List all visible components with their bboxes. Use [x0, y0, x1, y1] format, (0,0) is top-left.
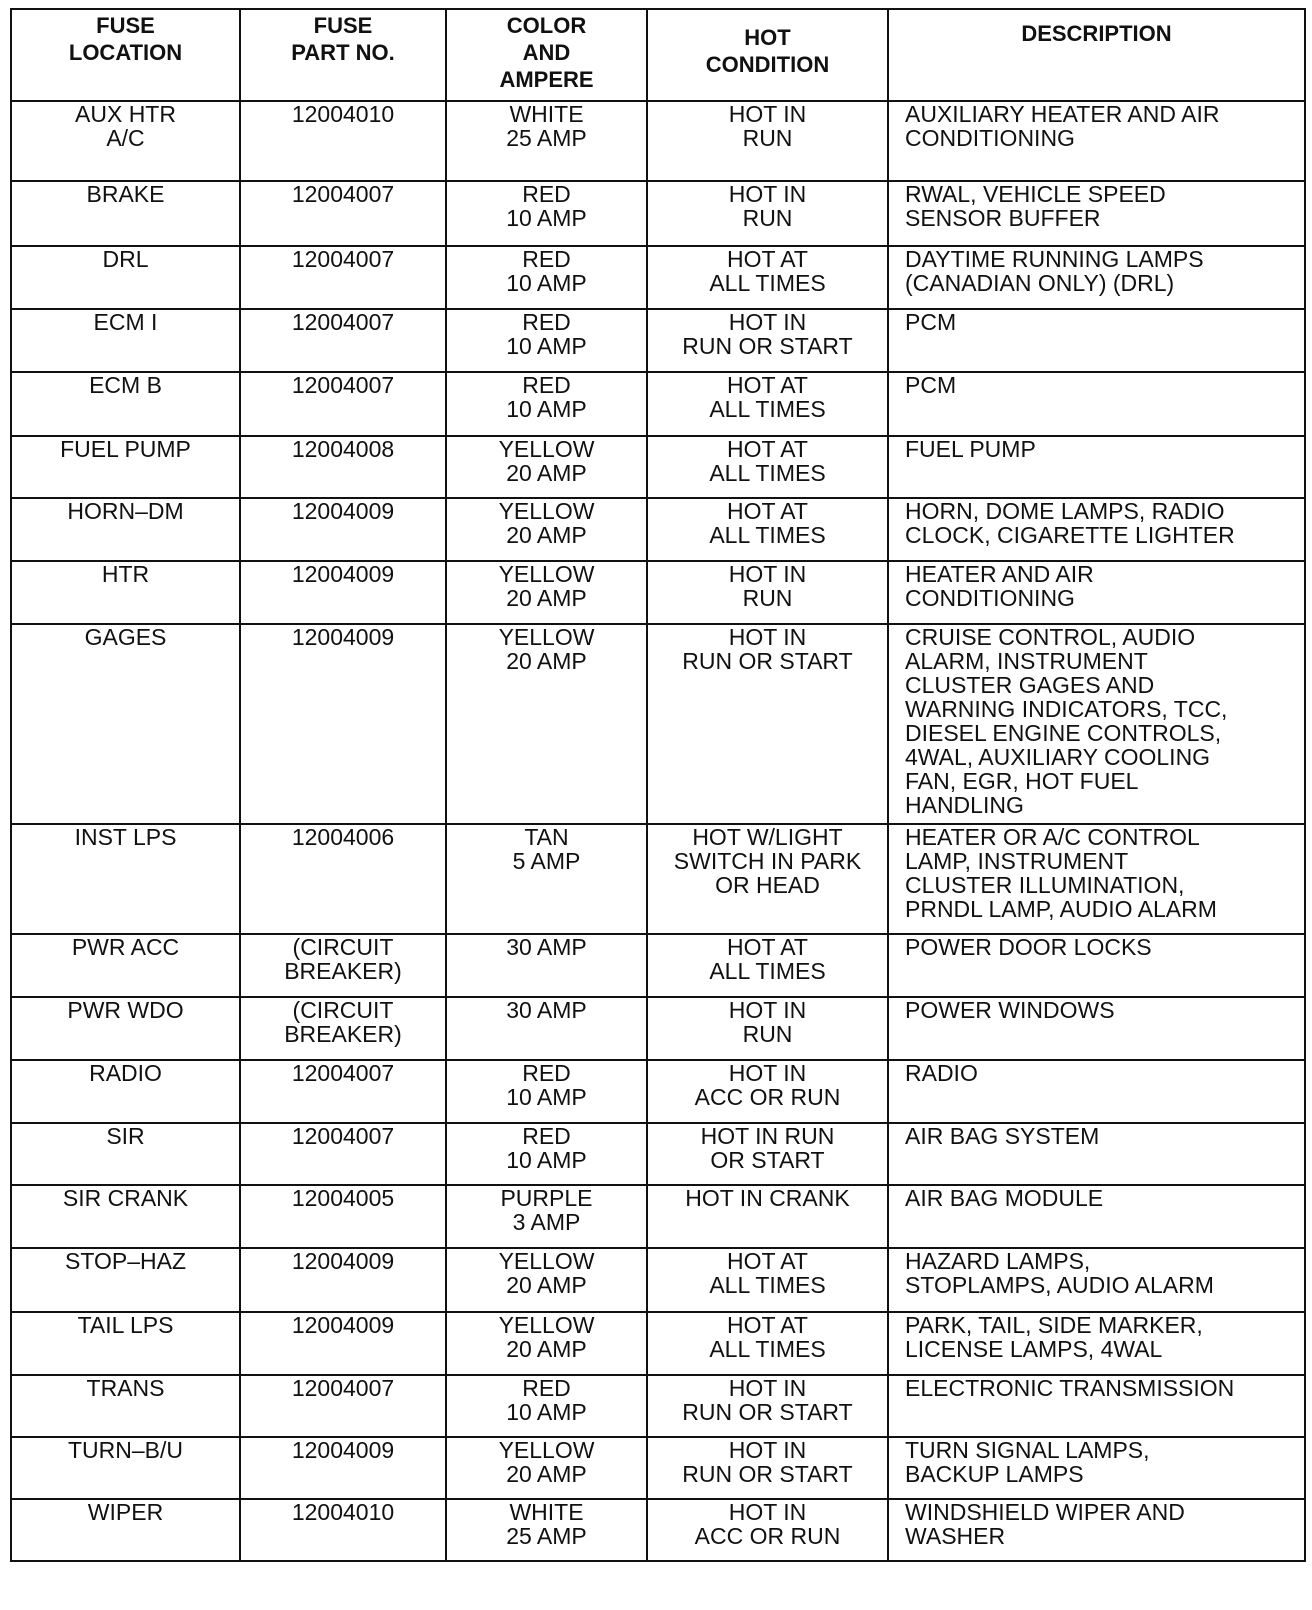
description-cell: HAZARD LAMPS, STOPLAMPS, AUDIO ALARM — [888, 1248, 1305, 1312]
fuse-part-no-cell: 12004009 — [240, 624, 446, 824]
hot-condition-cell: HOT AT ALL TIMES — [647, 498, 888, 561]
table-row — [11, 1312, 1305, 1375]
table-row — [11, 1185, 1305, 1248]
hot-condition-cell: HOT IN RUN OR START — [647, 1123, 888, 1185]
fuse-part-no-cell: 12004009 — [240, 1312, 446, 1375]
table-row — [11, 1123, 1305, 1185]
fuse-location-cell: PWR ACC — [11, 934, 240, 997]
color-ampere-cell: RED 10 AMP — [446, 1060, 647, 1123]
hot-condition-cell: HOT IN RUN — [647, 101, 888, 181]
table-row — [11, 372, 1305, 436]
fuse-location-cell: INST LPS — [11, 824, 240, 934]
description-cell: HEATER OR A/C CONTROL LAMP, INSTRUMENT CLUSTER ILLUMINATION, PRNDL LAMP, AUDIO ALARM — [888, 824, 1305, 934]
description-cell: DAYTIME RUNNING LAMPS (CANADIAN ONLY) (DRL) — [888, 246, 1305, 309]
fuse-part-no-cell: 12004010 — [240, 101, 446, 181]
table-row — [11, 101, 1305, 181]
fuse-part-no-cell: 12004009 — [240, 1437, 446, 1499]
color-ampere-cell: RED 10 AMP — [446, 1123, 647, 1185]
description-cell: PARK, TAIL, SIDE MARKER, LICENSE LAMPS, 4WAL — [888, 1312, 1305, 1375]
color-ampere-cell: PURPLE 3 AMP — [446, 1185, 647, 1248]
fuse-location-cell: BRAKE — [11, 181, 240, 246]
hot-condition-cell: HOT AT ALL TIMES — [647, 934, 888, 997]
table-body — [11, 101, 1305, 1561]
fuse-location-cell: AUX HTR A/C — [11, 101, 240, 181]
color-ampere-cell: YELLOW 20 AMP — [446, 1248, 647, 1312]
fuse-part-no-cell: 12004009 — [240, 1248, 446, 1312]
description-cell: HORN, DOME LAMPS, RADIO CLOCK, CIGARETTE LIGHTER — [888, 498, 1305, 561]
fuse-location-cell: SIR — [11, 1123, 240, 1185]
fuse-location-cell: TURN–B/U — [11, 1437, 240, 1499]
color-ampere-cell: YELLOW 20 AMP — [446, 436, 647, 498]
fuse-part-no-cell: 12004007 — [240, 246, 446, 309]
color-ampere-cell: RED 10 AMP — [446, 181, 647, 246]
fuse-location-cell: HORN–DM — [11, 498, 240, 561]
fuse-location-cell: TAIL LPS — [11, 1312, 240, 1375]
fuse-table — [10, 8, 1306, 1562]
fuse-location-cell: STOP–HAZ — [11, 1248, 240, 1312]
fuse-part-no-cell: 12004010 — [240, 1499, 446, 1561]
fuse-part-no-cell: 12004007 — [240, 1375, 446, 1437]
hot-condition-cell: HOT IN RUN OR START — [647, 1437, 888, 1499]
table-row — [11, 436, 1305, 498]
fuse-part-no-cell: 12004007 — [240, 181, 446, 246]
hot-condition-cell: HOT W/LIGHT SWITCH IN PARK OR HEAD — [647, 824, 888, 934]
color-ampere-cell: YELLOW 20 AMP — [446, 498, 647, 561]
fuse-location-cell: GAGES — [11, 624, 240, 824]
fuse-location-cell: RADIO — [11, 1060, 240, 1123]
description-cell: FUEL PUMP — [888, 436, 1305, 498]
fuse-part-no-cell: 12004007 — [240, 309, 446, 372]
description-cell: PCM — [888, 309, 1305, 372]
table-header — [11, 9, 1305, 101]
table-row — [11, 997, 1305, 1060]
hot-condition-cell: HOT AT ALL TIMES — [647, 246, 888, 309]
fuse-part-no-cell: 12004007 — [240, 1123, 446, 1185]
description-cell: AUXILIARY HEATER AND AIR CONDITIONING — [888, 101, 1305, 181]
description-cell: CRUISE CONTROL, AUDIO ALARM, INSTRUMENT CLUSTER GAGES AND WARNING INDICATORS, TCC, DIESEL ENGINE CONTROLS, 4WAL, AUXILIARY COOLING FAN, EGR, HOT FUEL HANDLING — [888, 624, 1305, 824]
table-row — [11, 309, 1305, 372]
table-row — [11, 561, 1305, 624]
color-ampere-cell: YELLOW 20 AMP — [446, 1437, 647, 1499]
fuse-part-no-cell: 12004007 — [240, 372, 446, 436]
hot-condition-cell: HOT IN RUN — [647, 181, 888, 246]
hot-condition-cell: HOT IN RUN OR START — [647, 1375, 888, 1437]
table-row — [11, 246, 1305, 309]
header-row — [11, 9, 1305, 101]
fuse-part-no-cell: 12004006 — [240, 824, 446, 934]
table-row — [11, 1060, 1305, 1123]
description-cell: POWER WINDOWS — [888, 997, 1305, 1060]
hot-condition-cell: HOT AT ALL TIMES — [647, 436, 888, 498]
fuse-location-cell: ECM B — [11, 372, 240, 436]
hot-condition-cell: HOT IN CRANK — [647, 1185, 888, 1248]
description-cell: ELECTRONIC TRANSMISSION — [888, 1375, 1305, 1437]
fuse-part-no-cell: 12004009 — [240, 561, 446, 624]
table-row — [11, 1437, 1305, 1499]
table-row — [11, 934, 1305, 997]
fuse-location-cell: HTR — [11, 561, 240, 624]
fuse-location-cell: ECM I — [11, 309, 240, 372]
color-ampere-cell: TAN 5 AMP — [446, 824, 647, 934]
hot-condition-cell: HOT AT ALL TIMES — [647, 372, 888, 436]
color-ampere-cell: 30 AMP — [446, 997, 647, 1060]
hot-condition-cell: HOT IN RUN — [647, 997, 888, 1060]
color-ampere-cell: RED 10 AMP — [446, 372, 647, 436]
hot-condition-cell: HOT IN RUN OR START — [647, 309, 888, 372]
color-ampere-cell: YELLOW 20 AMP — [446, 561, 647, 624]
description-cell: AIR BAG MODULE — [888, 1185, 1305, 1248]
header-fuse-location: FUSE LOCATION — [11, 9, 240, 101]
description-cell: AIR BAG SYSTEM — [888, 1123, 1305, 1185]
fuse-location-cell: DRL — [11, 246, 240, 309]
fuse-part-no-cell: 12004007 — [240, 1060, 446, 1123]
color-ampere-cell: RED 10 AMP — [446, 1375, 647, 1437]
hot-condition-cell: HOT AT ALL TIMES — [647, 1312, 888, 1375]
hot-condition-cell: HOT IN ACC OR RUN — [647, 1499, 888, 1561]
fuse-location-cell: PWR WDO — [11, 997, 240, 1060]
fuse-part-no-cell: 12004005 — [240, 1185, 446, 1248]
fuse-location-cell: FUEL PUMP — [11, 436, 240, 498]
description-cell: RWAL, VEHICLE SPEED SENSOR BUFFER — [888, 181, 1305, 246]
table-row — [11, 498, 1305, 561]
color-ampere-cell: YELLOW 20 AMP — [446, 1312, 647, 1375]
fuse-location-cell: TRANS — [11, 1375, 240, 1437]
hot-condition-cell: HOT IN RUN OR START — [647, 624, 888, 824]
description-cell: TURN SIGNAL LAMPS, BACKUP LAMPS — [888, 1437, 1305, 1499]
description-cell: HEATER AND AIR CONDITIONING — [888, 561, 1305, 624]
fuse-location-cell: SIR CRANK — [11, 1185, 240, 1248]
color-ampere-cell: 30 AMP — [446, 934, 647, 997]
description-cell: RADIO — [888, 1060, 1305, 1123]
header-fuse-part-no: FUSE PART NO. — [240, 9, 446, 101]
color-ampere-cell: YELLOW 20 AMP — [446, 624, 647, 824]
color-ampere-cell: WHITE 25 AMP — [446, 101, 647, 181]
table-row — [11, 1375, 1305, 1437]
fuse-part-no-cell: (CIRCUIT BREAKER) — [240, 997, 446, 1060]
header-description: DESCRIPTION — [888, 9, 1305, 101]
table-row — [11, 824, 1305, 934]
fuse-part-no-cell: (CIRCUIT BREAKER) — [240, 934, 446, 997]
header-color-ampere: COLOR AND AMPERE — [446, 9, 647, 101]
description-cell: WINDSHIELD WIPER AND WASHER — [888, 1499, 1305, 1561]
description-cell: POWER DOOR LOCKS — [888, 934, 1305, 997]
table-row — [11, 181, 1305, 246]
hot-condition-cell: HOT IN RUN — [647, 561, 888, 624]
color-ampere-cell: WHITE 25 AMP — [446, 1499, 647, 1561]
table-row — [11, 624, 1305, 824]
hot-condition-cell: HOT AT ALL TIMES — [647, 1248, 888, 1312]
fuse-part-no-cell: 12004009 — [240, 498, 446, 561]
hot-condition-cell: HOT IN ACC OR RUN — [647, 1060, 888, 1123]
fuse-part-no-cell: 12004008 — [240, 436, 446, 498]
fuse-location-cell: WIPER — [11, 1499, 240, 1561]
header-hot-condition: HOT CONDITION — [647, 9, 888, 101]
color-ampere-cell: RED 10 AMP — [446, 246, 647, 309]
table-row — [11, 1248, 1305, 1312]
table-row — [11, 1499, 1305, 1561]
description-cell: PCM — [888, 372, 1305, 436]
color-ampere-cell: RED 10 AMP — [446, 309, 647, 372]
